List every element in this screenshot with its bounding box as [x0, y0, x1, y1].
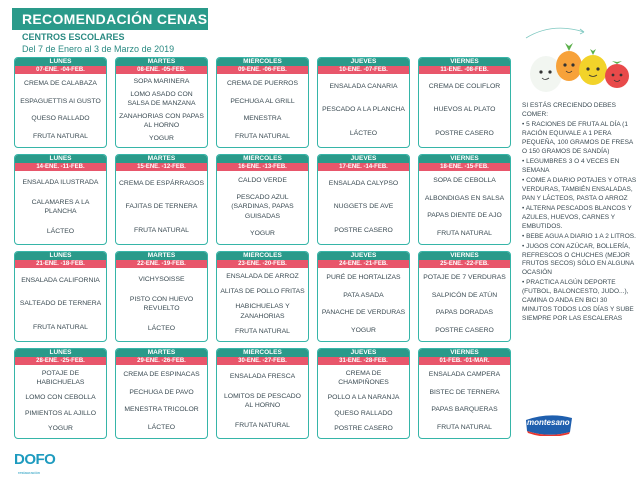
- day-date: 23-ENE. -20-FEB.: [217, 260, 308, 268]
- menu-item: ENSALADA CALIFORNIA: [21, 277, 100, 285]
- menu-item: PECHUGA DE PAVO: [129, 388, 194, 396]
- menu-items: [419, 171, 510, 244]
- nutrition-tips: [522, 102, 638, 325]
- menu-item: CREMA DE CHAMPIÑONES: [338, 370, 389, 387]
- menu-grid: [14, 57, 514, 449]
- day-date: 28-ENE. -25-FEB.: [15, 357, 106, 365]
- day-card-header: [318, 349, 409, 365]
- day-name: LUNES: [15, 252, 106, 260]
- day-card: [216, 348, 309, 439]
- day-name: VIERNES: [419, 58, 510, 66]
- menu-items: [318, 365, 409, 438]
- day-card: [14, 154, 107, 245]
- menu-item: SOPA MARINERA: [133, 77, 190, 85]
- menu-item: HABICHUELAS Y ZANAHORIAS: [235, 303, 290, 320]
- tip-line: • COME A DIARIO POTAJES Y OTRAS VERDURAS, TAMBIÉN ENSALADAS, PAN Y LÁCTEOS, PASTA O ARROZ: [522, 176, 637, 202]
- menu-item: ALBONDIGAS EN SALSA: [424, 194, 505, 202]
- day-card-header: [318, 155, 409, 171]
- menu-item: PATA ASADA: [343, 291, 384, 299]
- menu-items: [217, 74, 308, 147]
- day-name: VIERNES: [419, 252, 510, 260]
- menu-items: [419, 365, 510, 438]
- day-card-header: [217, 349, 308, 365]
- menu-item: LOMO ASADO CON SALSA DE MANZANA: [127, 90, 196, 107]
- menu-items: [217, 171, 308, 244]
- menu-item: FRUTA NATURAL: [134, 226, 189, 234]
- menu-item: ENSALADA CANARIA: [329, 83, 398, 91]
- tip-line: • LEGUMBRES 3 O 4 VECES EN SEMANA: [522, 157, 620, 174]
- page-subtitle: CENTROS ESCOLARES: [22, 32, 125, 42]
- menu-item: PISTO CON HUEVO REVUELTO: [129, 295, 194, 312]
- menu-item: PESCADO AZUL (SARDINAS, PAPAS GUISADAS: [231, 194, 294, 220]
- menu-item: FAJITAS DE TERNERA: [125, 203, 198, 211]
- menu-item: MENESTRA: [243, 115, 282, 123]
- day-card: [418, 154, 511, 245]
- menu-item: FRUTA NATURAL: [235, 132, 290, 140]
- menu-item: LÁCTEO: [147, 325, 176, 333]
- day-date: 16-ENE. -13-FEB.: [217, 163, 308, 171]
- tip-line: • BEBE AGUA A DIARIO 1 A 2 LITROS.: [522, 232, 636, 240]
- menu-items: [419, 74, 510, 147]
- day-card: [418, 57, 511, 148]
- menu-item: PANACHE DE VERDURAS: [321, 309, 406, 317]
- menu-item: ENSALADA ILUSTRADA: [22, 178, 99, 186]
- montesano-logo: [524, 414, 574, 436]
- day-date: 01-FEB. -01-MAR.: [419, 357, 510, 365]
- tip-line: • PRACTICA ALGÚN DEPORTE (FUTBOL, BALONCESTO, JUDO...), CAMINA O ANDA EN BICI 30 MINUTOS TODOS LOS DÍAS Y SUBE SIEMPRE POR LAS ESCALERAS: [522, 279, 634, 323]
- day-date: 24-ENE. -21-FEB.: [318, 260, 409, 268]
- menu-item: SOPA DE CEBOLLA: [433, 177, 496, 185]
- menu-items: [318, 171, 409, 244]
- day-card-header: [217, 252, 308, 268]
- day-card: [418, 348, 511, 439]
- menu-item: POLLO A LA NARANJA: [327, 394, 400, 402]
- menu-item: FRUTA NATURAL: [235, 422, 290, 430]
- menu-item: POSTRE CASERO: [435, 129, 494, 137]
- day-card-header: [15, 58, 106, 74]
- menu-item: YOGUR: [351, 326, 376, 334]
- day-card: [115, 154, 208, 245]
- menu-item: SALPICÓN DE ATÚN: [431, 291, 498, 299]
- menu-item: LÁCTEO: [46, 228, 75, 236]
- menu-item: CREMA DE CALABAZA: [24, 80, 97, 88]
- menu-item: PIMIENTOS AL AJILLO: [24, 409, 97, 417]
- tip-line: • JUGOS CON AZÚCAR, BOLLERÍA, REFRESCOS O CHUCHES (MEJOR FRUTOS SECOS) SÓLO EN ALGUNA OCASIÓN: [522, 242, 634, 277]
- day-name: LUNES: [15, 58, 106, 66]
- day-date: 18-ENE. -15-FEB.: [419, 163, 510, 171]
- day-name: MARTES: [116, 349, 207, 357]
- day-name: MIÉRCOLES: [217, 155, 308, 163]
- day-date: 29-ENE. -26-FEB.: [116, 357, 207, 365]
- day-card-header: [419, 58, 510, 74]
- menu-item: ESPAGUETTIS Al GUSTO: [20, 97, 101, 105]
- menu-items: [15, 74, 106, 147]
- menu-item: ENSALADA CAMPERA: [428, 371, 501, 379]
- date-range: Del 7 de Enero al 3 de Marzo de 2019: [22, 44, 175, 54]
- day-card: [115, 348, 208, 439]
- menu-item: LOMITOS DE PESCADO AL HORNO: [224, 392, 301, 409]
- menu-item: FRUTA NATURAL: [33, 132, 88, 140]
- menu-item: FRUTA NATURAL: [235, 327, 290, 335]
- menu-items: [318, 74, 409, 147]
- menu-item: POSTRE CASERO: [334, 424, 393, 432]
- day-card: [14, 348, 107, 439]
- day-name: MARTES: [116, 155, 207, 163]
- menu-item: LÁCTEO: [349, 129, 378, 137]
- day-name: JUEVES: [318, 349, 409, 357]
- menu-items: [116, 268, 207, 341]
- menu-item: NUGGETS DE AVE: [333, 203, 394, 211]
- day-card-header: [116, 252, 207, 268]
- day-card-header: [116, 155, 207, 171]
- day-card: [14, 57, 107, 148]
- menu-item: LÁCTEO: [147, 423, 176, 431]
- menu-items: [217, 268, 308, 341]
- day-card: [216, 57, 309, 148]
- menu-item: PAPAS DORADAS: [435, 309, 494, 317]
- day-date: 11-ENE. -08-FEB.: [419, 66, 510, 74]
- day-date: 17-ENE. -14-FEB.: [318, 163, 409, 171]
- day-date: 08-ENE. -05-FEB.: [116, 66, 207, 74]
- day-card: [14, 251, 107, 342]
- tip-line: SI ESTÁS CRECIENDO DEBES COMER:: [522, 102, 616, 118]
- menu-item: YOGUR: [149, 134, 174, 142]
- menu-items: [15, 365, 106, 438]
- day-date: 25-ENE. -22-FEB.: [419, 260, 510, 268]
- day-card-header: [217, 58, 308, 74]
- menu-item: POSTRE CASERO: [435, 326, 494, 334]
- day-date: 10-ENE. -07-FEB.: [318, 66, 409, 74]
- day-date: 15-ENE. -12-FEB.: [116, 163, 207, 171]
- day-card-header: [116, 58, 207, 74]
- menu-item: PAPAS DIENTE DE AJO: [427, 212, 502, 220]
- day-name: JUEVES: [318, 252, 409, 260]
- menu-item: POTAJE DE 7 VERDURAS: [423, 274, 506, 282]
- day-date: 14-ENE. -11-FEB.: [15, 163, 106, 171]
- menu-items: [116, 365, 207, 438]
- menu-item: MENESTRA TRICOLOR: [124, 406, 199, 414]
- menu-item: YOGUR: [48, 424, 73, 432]
- menu-item: PURÉ DE HORTALIZAS: [326, 274, 401, 282]
- vegetables-illustration: [522, 18, 638, 100]
- menu-item: PESCADO A LA PLANCHA: [322, 106, 405, 114]
- day-name: LUNES: [15, 349, 106, 357]
- menu-items: [217, 365, 308, 438]
- day-name: VIERNES: [419, 155, 510, 163]
- day-name: VIERNES: [419, 349, 510, 357]
- menu-item: HUEVOS AL PLATO: [433, 106, 496, 114]
- tip-line: • ALTERNA PESCADOS BLANCOS Y AZULES, HUEVOS, CARNES Y EMBUTIDOS.: [522, 204, 632, 230]
- vegetables-icon: [522, 18, 638, 100]
- day-name: JUEVES: [318, 155, 409, 163]
- day-card-header: [318, 252, 409, 268]
- day-date: 07-ENE. -04-FEB.: [15, 66, 106, 74]
- menu-item: QUESO RALLADO: [334, 409, 393, 417]
- menu-item: PECHUGA AL GRILL: [230, 97, 295, 105]
- menu-item: POSTRE CASERO: [334, 226, 393, 234]
- day-name: JUEVES: [318, 58, 409, 66]
- menu-item: FRUTA NATURAL: [437, 423, 492, 431]
- menu-item: CREMA DE ESPÁRRAGOS: [119, 180, 204, 188]
- menu-item: CALAMARES A LA PLANCHA: [31, 198, 90, 215]
- menu-item: CREMA DE PUERROS: [226, 80, 298, 88]
- day-name: MARTES: [116, 252, 207, 260]
- day-card-header: [15, 349, 106, 365]
- day-card: [418, 251, 511, 342]
- day-card: [317, 348, 410, 439]
- day-card-header: [15, 252, 106, 268]
- day-card-header: [419, 155, 510, 171]
- day-card-header: [15, 155, 106, 171]
- menu-item: YOGUR: [250, 229, 275, 237]
- day-card-header: [419, 349, 510, 365]
- day-card: [317, 251, 410, 342]
- day-card: [115, 57, 208, 148]
- day-name: MIÉRCOLES: [217, 58, 308, 66]
- day-name: MARTES: [116, 58, 207, 66]
- menu-items: [15, 171, 106, 244]
- menu-item: FRUTA NATURAL: [437, 229, 492, 237]
- day-name: MIÉRCOLES: [217, 349, 308, 357]
- menu-item: QUESO RALLADO: [31, 115, 90, 123]
- menu-item: POTAJE DE HABICHUELAS: [36, 370, 85, 387]
- day-date: 30-ENE. -27-FEB.: [217, 357, 308, 365]
- menu-item: ENSALADA CALYPSO: [328, 180, 399, 188]
- menu-item: PAPAS BARQUERAS: [431, 406, 498, 414]
- dofo-logo: DOFO: [14, 451, 56, 468]
- menu-items: [116, 74, 207, 147]
- menu-item: CALDO VERDE: [238, 177, 287, 185]
- day-date: 09-ENE. -06-FEB.: [217, 66, 308, 74]
- day-card-header: [419, 252, 510, 268]
- menu-item: ENSALADA DE ARROZ: [226, 273, 299, 281]
- page-title: RECOMENDACIÓN CENAS: [12, 8, 208, 30]
- tip-line: • 5 RACIONES DE FRUTA AL DÍA (1 RACIÓN EQUIVALE A 1 PERA PEQUEÑA, 100 GRAMOS DE FRESA O 150 GRAMOS DE SANDÍA): [522, 120, 633, 155]
- menu-items: [419, 268, 510, 341]
- day-card: [216, 251, 309, 342]
- menu-item: LOMO CON CEBOLLA: [25, 394, 96, 402]
- day-date: 21-ENE. -18-FEB.: [15, 260, 106, 268]
- menu-item: VICHYSOISSE: [138, 275, 185, 283]
- menu-item: ENSALADA FRESCA: [229, 372, 296, 380]
- day-card: [216, 154, 309, 245]
- menu-items: [15, 268, 106, 341]
- menu-item: ALITAS DE POLLO FRITAS: [220, 288, 305, 296]
- day-name: MIÉRCOLES: [217, 252, 308, 260]
- day-card: [317, 57, 410, 148]
- day-card-header: [116, 349, 207, 365]
- day-date: 22-ENE. -19-FEB.: [116, 260, 207, 268]
- day-card-header: [318, 58, 409, 74]
- menu-items: [116, 171, 207, 244]
- day-card: [115, 251, 208, 342]
- day-card: [317, 154, 410, 245]
- montesano-logo-text: montesano: [527, 418, 570, 427]
- menu-item: CREMA DE ESPINACAS: [123, 371, 200, 379]
- day-date: 31-ENE. -28-FEB.: [318, 357, 409, 365]
- menu-items: [318, 268, 409, 341]
- menu-item: ZANAHORIAS CON PAPAS AL HORNO: [119, 112, 204, 130]
- day-name: LUNES: [15, 155, 106, 163]
- day-card-header: [217, 155, 308, 171]
- dofo-logo-sub: restauración: [18, 470, 41, 475]
- menu-item: CREMA DE COLIFLOR: [428, 83, 501, 91]
- menu-item: BISTEC DE TERNERA: [429, 388, 500, 396]
- menu-item: SALTEADO DE TERNERA: [19, 300, 102, 308]
- menu-item: FRUTA NATURAL: [33, 323, 88, 331]
